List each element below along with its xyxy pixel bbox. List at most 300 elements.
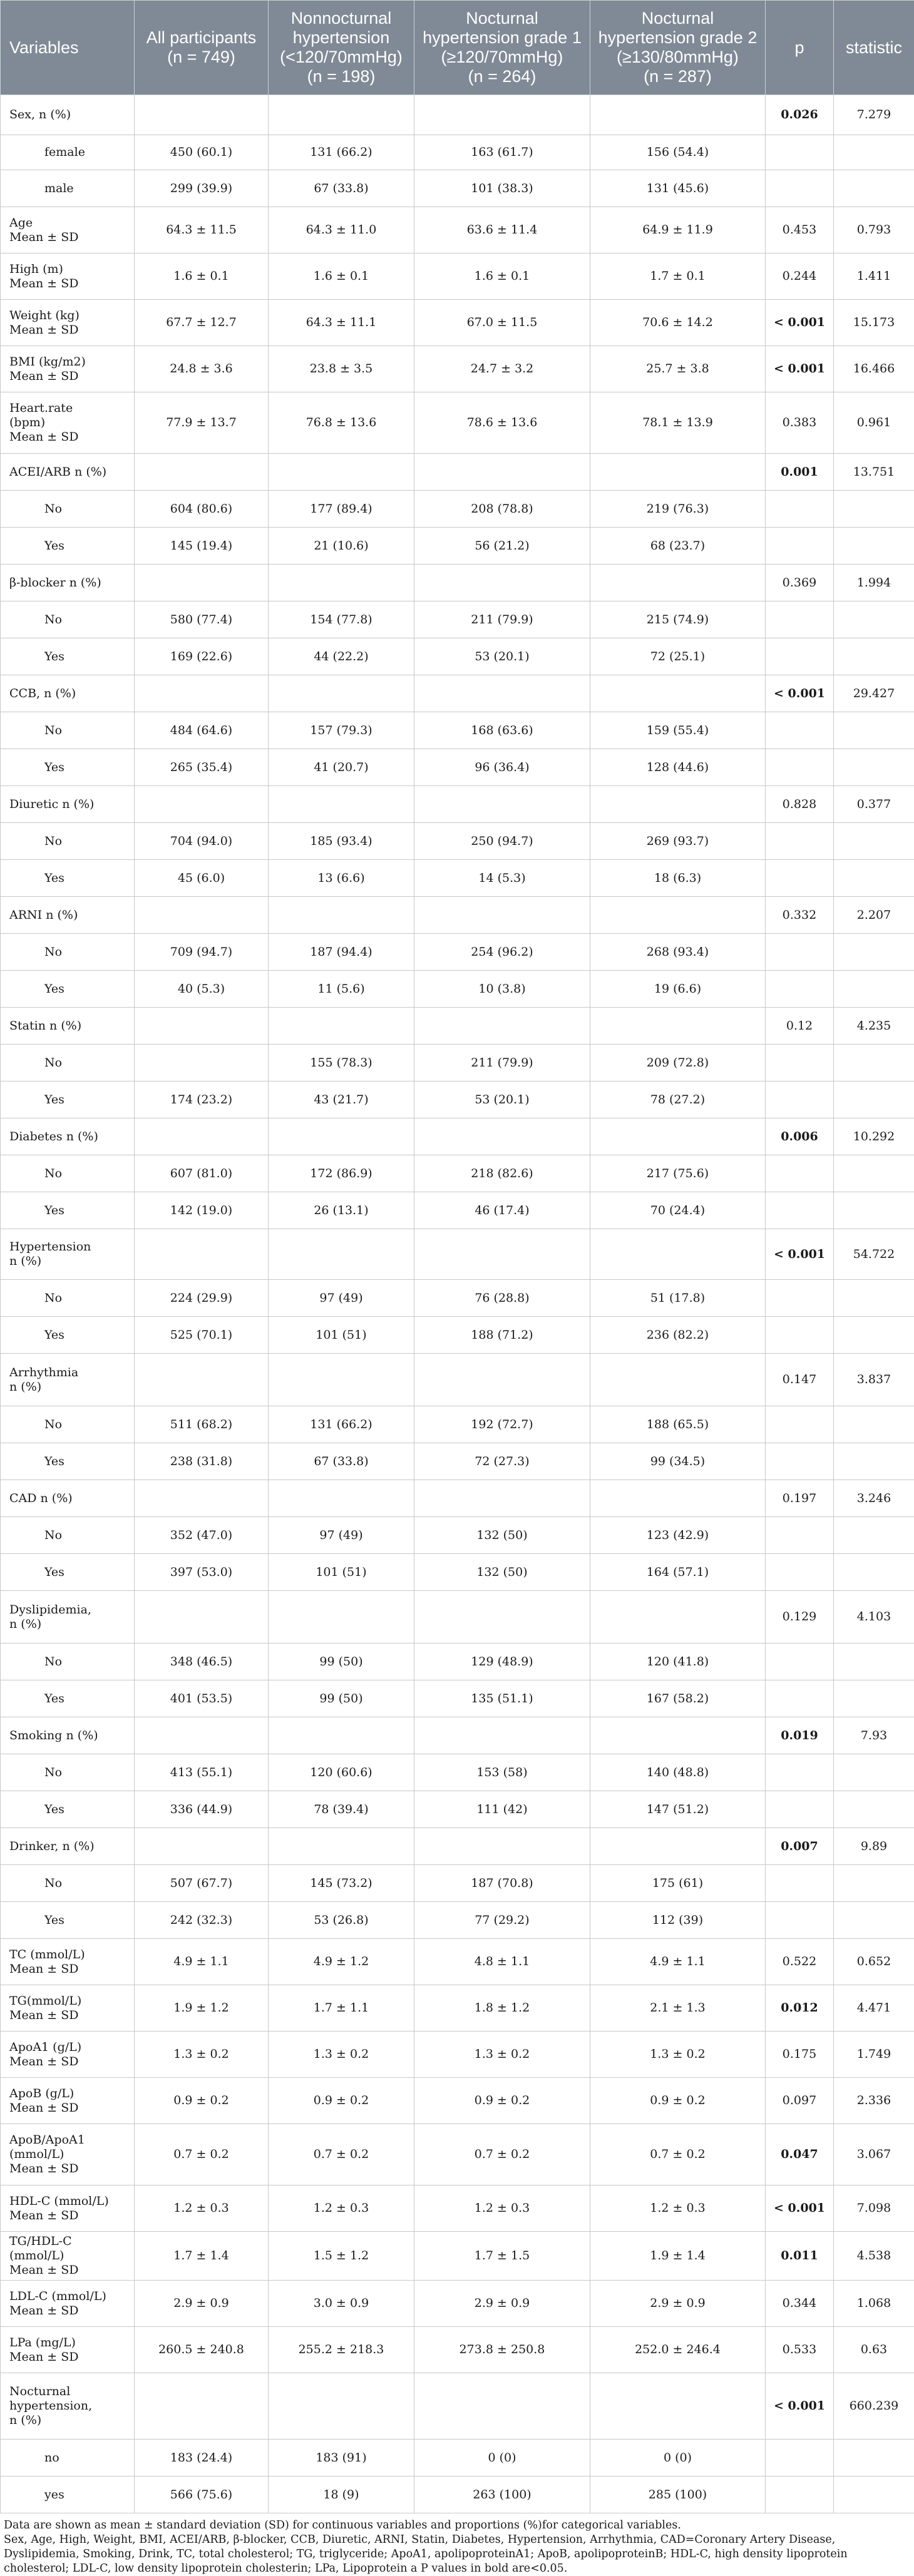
table-row-category: [1, 1754, 914, 1791]
cell-nonnocturnal: [269, 1480, 414, 1517]
cell-variable: Yes: [1, 749, 135, 786]
cell-grade2: 1.2 ± 0.3: [590, 2185, 766, 2232]
cell-p-value: < 0.001: [766, 2373, 834, 2440]
cell-nonnocturnal: 97 (49): [269, 1280, 414, 1317]
cell-variable: No: [1, 1517, 135, 1554]
cell-grade2: [590, 1828, 766, 1865]
cell-all: 348 (46.5): [135, 1643, 269, 1680]
cell-all: 607 (81.0): [135, 1155, 269, 1192]
cell-nonnocturnal: [269, 1008, 414, 1045]
cell-statistic: 1.749: [834, 2032, 914, 2078]
cell-grade2: 285 (100): [590, 2476, 766, 2513]
cell-variable: Age Mean ± SD: [1, 207, 135, 253]
cell-grade1: 63.6 ± 11.4: [414, 207, 590, 253]
cell-statistic: 0.652: [834, 1939, 914, 1985]
cell-variable: Yes: [1, 638, 135, 675]
cell-grade1: 0.9 ± 0.2: [414, 2078, 590, 2124]
cell-grade2: [590, 1008, 766, 1045]
cell-nonnocturnal: [269, 1229, 414, 1280]
cell-variable: Diuretic n (%): [1, 786, 135, 823]
cell-variable: LDL-C (mmol/L) Mean ± SD: [1, 2281, 135, 2327]
cell-statistic: [834, 1192, 914, 1229]
cell-grade2: 19 (6.6): [590, 971, 766, 1008]
cell-grade1: 254 (96.2): [414, 934, 590, 971]
cell-grade1: 163 (61.7): [414, 135, 590, 170]
cell-all: 507 (67.7): [135, 1865, 269, 1902]
table-row-variable: [1, 207, 914, 253]
table-row-category: [1, 1554, 914, 1591]
cell-statistic: [834, 749, 914, 786]
cell-variable: No: [1, 1643, 135, 1680]
table-row-variable: [1, 1591, 914, 1643]
cell-nonnocturnal: 43 (21.7): [269, 1081, 414, 1118]
cell-grade1: 250 (94.7): [414, 823, 590, 860]
cell-grade2: 78 (27.2): [590, 1081, 766, 1118]
cell-p-value: [766, 1317, 834, 1354]
cell-all: 24.8 ± 3.6: [135, 346, 269, 392]
cell-variable: CAD n (%): [1, 1480, 135, 1517]
cell-p-value: [766, 971, 834, 1008]
cell-nonnocturnal: [269, 897, 414, 934]
cell-grade2: 112 (39): [590, 1902, 766, 1939]
cell-all: 450 (60.1): [135, 135, 269, 170]
cell-statistic: [834, 1406, 914, 1443]
cell-grade2: 1.9 ± 1.4: [590, 2232, 766, 2281]
cell-nonnocturnal: [269, 454, 414, 491]
cell-p-value: 0.001: [766, 454, 834, 491]
cell-grade1: 153 (58): [414, 1754, 590, 1791]
table-row-variable: [1, 2327, 914, 2373]
cell-all: 525 (70.1): [135, 1317, 269, 1354]
cell-nonnocturnal: 41 (20.7): [269, 749, 414, 786]
cell-p-value: 0.453: [766, 207, 834, 253]
cell-variable: No: [1, 1045, 135, 1081]
cell-p-value: 0.097: [766, 2078, 834, 2124]
cell-all: 1.6 ± 0.1: [135, 253, 269, 300]
cell-p-value: [766, 1081, 834, 1118]
table-row-category: [1, 170, 914, 207]
cell-grade1: [414, 1008, 590, 1045]
table-row-category: [1, 1280, 914, 1317]
table-body: [1, 95, 914, 2513]
cell-variable: Yes: [1, 1081, 135, 1118]
cell-nonnocturnal: 18 (9): [269, 2476, 414, 2513]
cell-p-value: 0.011: [766, 2232, 834, 2281]
cell-p-value: < 0.001: [766, 675, 834, 712]
cell-nonnocturnal: [269, 786, 414, 823]
cell-grade1: 263 (100): [414, 2476, 590, 2513]
cell-all: 1.9 ± 1.2: [135, 1985, 269, 2032]
cell-variable: No: [1, 1406, 135, 1443]
cell-p-value: [766, 1902, 834, 1939]
cell-statistic: [834, 2440, 914, 2476]
cell-statistic: 0.793: [834, 207, 914, 253]
cell-variable: TG/HDL-C (mmol/L) Mean ± SD: [1, 2232, 135, 2281]
cell-all: 336 (44.9): [135, 1791, 269, 1828]
cell-grade2: 70.6 ± 14.2: [590, 300, 766, 346]
cell-nonnocturnal: 101 (51): [269, 1554, 414, 1591]
cell-grade2: [590, 1229, 766, 1280]
cell-grade1: 135 (51.1): [414, 1680, 590, 1717]
cell-nonnocturnal: 255.2 ± 218.3: [269, 2327, 414, 2373]
cell-grade1: [414, 95, 590, 135]
cell-all: 0.9 ± 0.2: [135, 2078, 269, 2124]
cell-p-value: [766, 1865, 834, 1902]
cell-grade2: 156 (54.4): [590, 135, 766, 170]
table-row-category: [1, 1791, 914, 1828]
cell-grade2: 0.7 ± 0.2: [590, 2124, 766, 2185]
cell-nonnocturnal: [269, 675, 414, 712]
cell-grade1: 24.7 ± 3.2: [414, 346, 590, 392]
table-row-category: [1, 601, 914, 638]
cell-p-value: [766, 1443, 834, 1480]
cell-all: 401 (53.5): [135, 1680, 269, 1717]
cell-statistic: [834, 823, 914, 860]
cell-variable: Dyslipidemia, n (%): [1, 1591, 135, 1643]
cell-all: [135, 1480, 269, 1517]
cell-variable: Yes: [1, 1680, 135, 1717]
cell-all: [135, 786, 269, 823]
cell-all: 511 (68.2): [135, 1406, 269, 1443]
cell-variable: No: [1, 712, 135, 749]
cell-statistic: 0.63: [834, 2327, 914, 2373]
cell-nonnocturnal: 185 (93.4): [269, 823, 414, 860]
cell-grade2: [590, 1354, 766, 1406]
cell-all: 142 (19.0): [135, 1192, 269, 1229]
table-row-category: [1, 971, 914, 1008]
cell-p-value: [766, 934, 834, 971]
cell-statistic: 16.466: [834, 346, 914, 392]
cell-p-value: 0.197: [766, 1480, 834, 1517]
cell-nonnocturnal: 155 (78.3): [269, 1045, 414, 1081]
cell-p-value: [766, 1791, 834, 1828]
cell-p-value: 0.533: [766, 2327, 834, 2373]
cell-all: [135, 1354, 269, 1406]
cell-variable: male: [1, 170, 135, 207]
cell-nonnocturnal: 64.3 ± 11.0: [269, 207, 414, 253]
cell-p-value: 0.007: [766, 1828, 834, 1865]
cell-grade2: 252.0 ± 246.4: [590, 2327, 766, 2373]
cell-nonnocturnal: 78 (39.4): [269, 1791, 414, 1828]
cell-p-value: [766, 1643, 834, 1680]
cell-grade1: 132 (50): [414, 1517, 590, 1554]
cell-grade2: 167 (58.2): [590, 1680, 766, 1717]
cell-grade2: 25.7 ± 3.8: [590, 346, 766, 392]
footnote-line: Data are shown as mean ± standard deviation (SD) for continuous variables and proportions (%)for categorical variables.: [4, 2518, 911, 2533]
cell-variable: No: [1, 1280, 135, 1317]
cell-all: 64.3 ± 11.5: [135, 207, 269, 253]
cell-nonnocturnal: 21 (10.6): [269, 528, 414, 565]
cell-grade1: 111 (42): [414, 1791, 590, 1828]
cell-grade2: 0 (0): [590, 2440, 766, 2476]
cell-variable: No: [1, 601, 135, 638]
cell-all: 604 (80.6): [135, 491, 269, 528]
cell-grade2: 236 (82.2): [590, 1317, 766, 1354]
cell-p-value: [766, 1517, 834, 1554]
cell-statistic: [834, 971, 914, 1008]
cell-variable: Yes: [1, 860, 135, 897]
cell-grade1: 168 (63.6): [414, 712, 590, 749]
cell-variable: Hypertension n (%): [1, 1229, 135, 1280]
cell-p-value: < 0.001: [766, 346, 834, 392]
table-row-category: [1, 934, 914, 971]
cell-all: [135, 454, 269, 491]
cell-variable: No: [1, 1155, 135, 1192]
table-row-variable: [1, 2373, 914, 2440]
cell-grade2: [590, 2373, 766, 2440]
cell-statistic: 3.067: [834, 2124, 914, 2185]
cell-variable: Sex, n (%): [1, 95, 135, 135]
cell-grade2: [590, 897, 766, 934]
cell-statistic: 10.292: [834, 1118, 914, 1155]
cell-nonnocturnal: [269, 1591, 414, 1643]
cell-variable: ApoA1 (g/L) Mean ± SD: [1, 2032, 135, 2078]
cell-all: 169 (22.6): [135, 638, 269, 675]
cell-p-value: 0.026: [766, 95, 834, 135]
cell-statistic: [834, 638, 914, 675]
table-row-variable: [1, 95, 914, 135]
table-row-variable: [1, 675, 914, 712]
cell-p-value: 0.147: [766, 1354, 834, 1406]
cell-statistic: [834, 860, 914, 897]
cell-grade2: 269 (93.7): [590, 823, 766, 860]
table-row-category: [1, 1902, 914, 1939]
table-row-variable: [1, 2185, 914, 2232]
cell-grade1: 46 (17.4): [414, 1192, 590, 1229]
cell-grade2: 72 (25.1): [590, 638, 766, 675]
cell-all: 2.9 ± 0.9: [135, 2281, 269, 2327]
cell-grade1: 76 (28.8): [414, 1280, 590, 1317]
cell-grade1: 14 (5.3): [414, 860, 590, 897]
cell-nonnocturnal: 131 (66.2): [269, 1406, 414, 1443]
table-row-variable: [1, 2124, 914, 2185]
cell-statistic: 7.279: [834, 95, 914, 135]
table-row-variable: [1, 565, 914, 601]
cell-grade1: 67.0 ± 11.5: [414, 300, 590, 346]
table-row-category: [1, 1865, 914, 1902]
cell-statistic: 0.377: [834, 786, 914, 823]
cell-variable: ApoB/ApoA1 (mmol/L) Mean ± SD: [1, 2124, 135, 2185]
cell-grade1: 129 (48.9): [414, 1643, 590, 1680]
cell-grade2: 159 (55.4): [590, 712, 766, 749]
cell-all: 0.7 ± 0.2: [135, 2124, 269, 2185]
cell-variable: Diabetes n (%): [1, 1118, 135, 1155]
cell-grade1: [414, 1828, 590, 1865]
cell-grade1: 187 (70.8): [414, 1865, 590, 1902]
cell-nonnocturnal: 131 (66.2): [269, 135, 414, 170]
cell-grade2: 209 (72.8): [590, 1045, 766, 1081]
cell-statistic: 660.239: [834, 2373, 914, 2440]
cell-p-value: [766, 1680, 834, 1717]
cell-nonnocturnal: 187 (94.4): [269, 934, 414, 971]
table-row-category: [1, 1192, 914, 1229]
cell-variable: Nocturnal hypertension, n (%): [1, 2373, 135, 2440]
cell-grade2: 123 (42.9): [590, 1517, 766, 1554]
cell-variable: Heart.rate (bpm) Mean ± SD: [1, 392, 135, 454]
header-row: [1, 1, 914, 95]
cell-grade2: 78.1 ± 13.9: [590, 392, 766, 454]
cell-grade1: 218 (82.6): [414, 1155, 590, 1192]
cell-all: [135, 675, 269, 712]
cell-grade1: [414, 2373, 590, 2440]
cell-p-value: 0.129: [766, 1591, 834, 1643]
table-row-variable: [1, 786, 914, 823]
cell-all: 1.3 ± 0.2: [135, 2032, 269, 2078]
cell-p-value: [766, 1406, 834, 1443]
cell-variable: No: [1, 1754, 135, 1791]
cell-p-value: 0.369: [766, 565, 834, 601]
cell-p-value: 0.332: [766, 897, 834, 934]
cell-p-value: [766, 170, 834, 207]
cell-variable: Weight (kg) Mean ± SD: [1, 300, 135, 346]
cell-all: [135, 1591, 269, 1643]
cell-variable: HDL-C (mmol/L) Mean ± SD: [1, 2185, 135, 2232]
cell-p-value: 0.006: [766, 1118, 834, 1155]
cell-p-value: 0.047: [766, 2124, 834, 2185]
cell-nonnocturnal: 26 (13.1): [269, 1192, 414, 1229]
cell-p-value: [766, 491, 834, 528]
cell-grade2: 1.3 ± 0.2: [590, 2032, 766, 2078]
cell-all: 566 (75.6): [135, 2476, 269, 2513]
table-row-variable: [1, 1717, 914, 1754]
cell-grade1: [414, 1480, 590, 1517]
table-row-variable: [1, 2078, 914, 2124]
table-row-category: [1, 1081, 914, 1118]
cell-grade1: [414, 897, 590, 934]
cell-all: 265 (35.4): [135, 749, 269, 786]
cell-p-value: [766, 601, 834, 638]
cell-grade1: 101 (38.3): [414, 170, 590, 207]
table-footnotes: [0, 2513, 911, 2576]
cell-grade2: 51 (17.8): [590, 1280, 766, 1317]
cell-grade1: 2.9 ± 0.9: [414, 2281, 590, 2327]
cell-p-value: [766, 749, 834, 786]
cell-variable: Smoking n (%): [1, 1717, 135, 1754]
cell-grade1: 211 (79.9): [414, 601, 590, 638]
cell-statistic: 4.471: [834, 1985, 914, 2032]
cell-grade1: [414, 454, 590, 491]
cell-all: 580 (77.4): [135, 601, 269, 638]
cell-all: 704 (94.0): [135, 823, 269, 860]
cell-statistic: 7.93: [834, 1717, 914, 1754]
cell-grade1: [414, 786, 590, 823]
cell-all: [135, 1828, 269, 1865]
table-row-variable: [1, 1229, 914, 1280]
cell-nonnocturnal: 97 (49): [269, 1517, 414, 1554]
cell-all: [135, 1229, 269, 1280]
cell-nonnocturnal: 11 (5.6): [269, 971, 414, 1008]
cell-nonnocturnal: 0.9 ± 0.2: [269, 2078, 414, 2124]
cell-nonnocturnal: 99 (50): [269, 1680, 414, 1717]
cell-p-value: 0.12: [766, 1008, 834, 1045]
cell-statistic: [834, 1517, 914, 1554]
table-row-variable: [1, 392, 914, 454]
cell-grade2: [590, 95, 766, 135]
cell-statistic: 1.068: [834, 2281, 914, 2327]
cell-p-value: [766, 1754, 834, 1791]
cell-statistic: 2.336: [834, 2078, 914, 2124]
cell-grade2: 128 (44.6): [590, 749, 766, 786]
cell-grade2: 219 (76.3): [590, 491, 766, 528]
cell-variable: Arrhythmia n (%): [1, 1354, 135, 1406]
cell-statistic: 15.173: [834, 300, 914, 346]
cell-grade1: [414, 1591, 590, 1643]
cell-nonnocturnal: [269, 2373, 414, 2440]
cell-nonnocturnal: [269, 1118, 414, 1155]
cell-variable: Statin n (%): [1, 1008, 135, 1045]
table-row-category: [1, 1517, 914, 1554]
cell-p-value: [766, 2440, 834, 2476]
cell-grade1: [414, 565, 590, 601]
cell-p-value: [766, 135, 834, 170]
cell-statistic: [834, 1045, 914, 1081]
table-row-category: [1, 712, 914, 749]
cell-variable: Yes: [1, 1902, 135, 1939]
cell-p-value: 0.244: [766, 253, 834, 300]
header-grade1: Nocturnal hypertension grade 1 (≥120/70mmHg) (n = 264): [414, 1, 590, 95]
cell-grade1: 56 (21.2): [414, 528, 590, 565]
cell-statistic: [834, 1554, 914, 1591]
cell-variable: β-blocker n (%): [1, 565, 135, 601]
table-row-category: [1, 1443, 914, 1480]
cell-nonnocturnal: 99 (50): [269, 1643, 414, 1680]
cell-grade1: 1.6 ± 0.1: [414, 253, 590, 300]
cell-grade1: 96 (36.4): [414, 749, 590, 786]
table-row-category: [1, 823, 914, 860]
cell-nonnocturnal: 1.3 ± 0.2: [269, 2032, 414, 2078]
cell-p-value: < 0.001: [766, 300, 834, 346]
cell-p-value: [766, 712, 834, 749]
cell-all: [135, 2373, 269, 2440]
table-row-category: [1, 749, 914, 786]
header-statistic: statistic: [834, 1, 914, 95]
cell-statistic: [834, 528, 914, 565]
cell-grade1: 4.8 ± 1.1: [414, 1939, 590, 1985]
cell-all: [135, 95, 269, 135]
cell-all: 260.5 ± 240.8: [135, 2327, 269, 2373]
cell-p-value: [766, 528, 834, 565]
footnote-line: Sex, Age, High, Weight, BMI, ACEI/ARB, β-blocker, CCB, Diuretic, ARNI, Statin, Diabetes, Hypertension, Arrhythmia, CAD=Coronary Artery Disease, Dyslipidemia, Smoking, Drink, TC, total cholesterol; TG, triglyceride; ApoA1, apolipoproteinA1; ApoB, apolipoproteinB; HDL-C, high density lipoprotein cholesterol; LDL-C, low density lipoprotein cholesterin; LPa, Lipoprotein a P values in bold are<0.05.: [4, 2533, 911, 2576]
table-row-variable: [1, 253, 914, 300]
cell-nonnocturnal: 157 (79.3): [269, 712, 414, 749]
table-row-variable: [1, 1828, 914, 1865]
cell-variable: No: [1, 934, 135, 971]
cell-nonnocturnal: 67 (33.8): [269, 1443, 414, 1480]
cell-nonnocturnal: 4.9 ± 1.2: [269, 1939, 414, 1985]
cell-all: [135, 1717, 269, 1754]
cell-statistic: 4.538: [834, 2232, 914, 2281]
cell-grade1: [414, 1717, 590, 1754]
table-row-variable: [1, 897, 914, 934]
cell-p-value: 0.019: [766, 1717, 834, 1754]
cell-statistic: 13.751: [834, 454, 914, 491]
cell-nonnocturnal: 172 (86.9): [269, 1155, 414, 1192]
header-all-participants: All participants (n = 749): [135, 1, 269, 95]
cell-statistic: [834, 2476, 914, 2513]
cell-grade2: 18 (6.3): [590, 860, 766, 897]
cell-p-value: [766, 1280, 834, 1317]
cell-grade2: 164 (57.1): [590, 1554, 766, 1591]
table-row-category: [1, 1045, 914, 1081]
cell-grade1: [414, 675, 590, 712]
cell-variable: BMI (kg/m2) Mean ± SD: [1, 346, 135, 392]
table-row-variable: [1, 346, 914, 392]
cell-grade2: 188 (65.5): [590, 1406, 766, 1443]
cell-grade1: 132 (50): [414, 1554, 590, 1591]
cell-all: [135, 1118, 269, 1155]
cell-statistic: 4.235: [834, 1008, 914, 1045]
table-header: [1, 1, 914, 95]
